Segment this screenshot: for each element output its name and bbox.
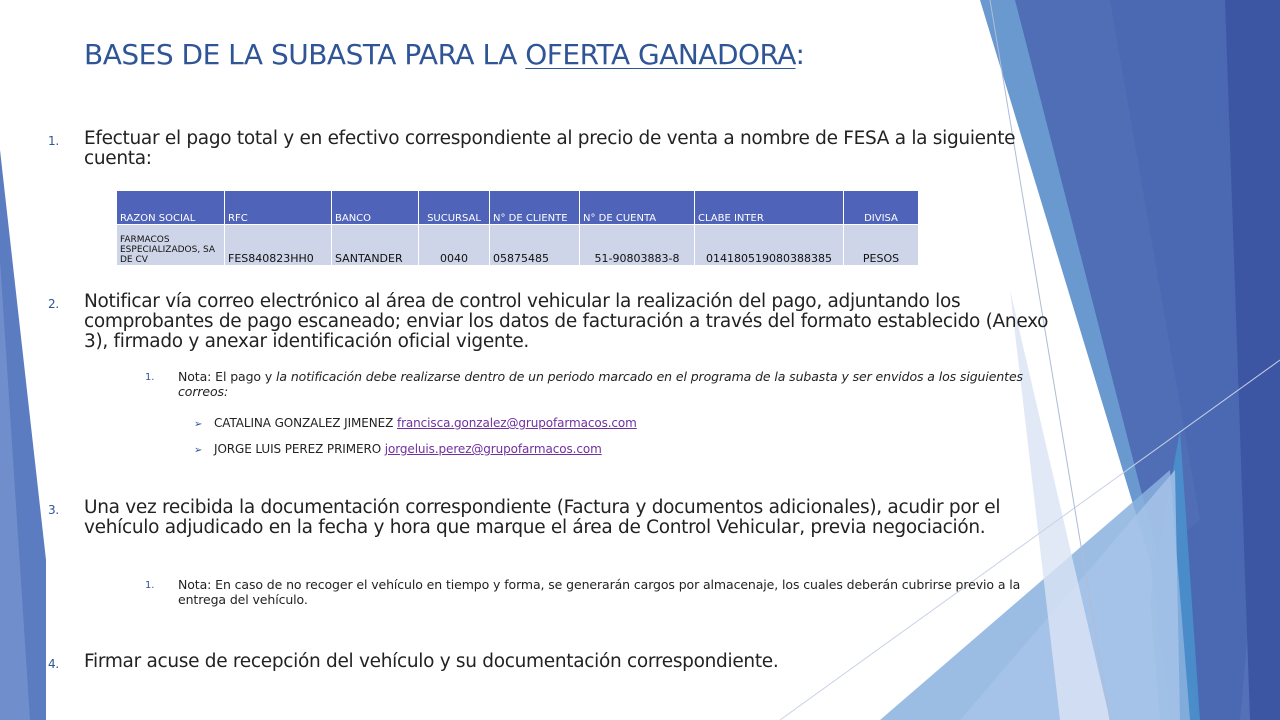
note-number: 1. [145,372,155,383]
arrow-bullet-icon: ➢ [194,445,203,456]
slide-title [84,38,804,71]
note-text: Nota: En caso de no recoger el vehículo en tiempo y forma, se generarán cargos por almacenaje, los cuales deberán cubrirse previo a la entrega del vehículo. [178,577,1021,607]
header-cell: N° DE CUENTA [580,191,695,225]
title-prefix: BASES DE LA SUBASTA PARA LA [84,38,526,71]
list-item-1 [48,129,1058,169]
table-cell: SANTANDER [332,225,419,266]
table-cell: 014180519080388385 [695,225,844,266]
header-cell: RFC [225,191,332,225]
pickup-note [145,577,1060,607]
header-cell: DIVISA [844,191,919,225]
header-cell: CLABE INTER [695,191,844,225]
header-cell: SUCURSAL [419,191,490,225]
item-number: 1. [48,134,59,148]
item-text: Efectuar el pago total y en efectivo correspondiente al precio de venta a nombre de FESA a la siguiente cuenta: [84,128,1016,169]
contact-name: JORGE LUIS PEREZ PRIMERO [214,442,382,456]
table-cell: 51-90803883-8 [580,225,695,266]
item-number: 3. [48,503,59,517]
table-cell: 05875485 [490,225,580,266]
list-item-3 [48,498,1058,538]
table-cell: 0040 [419,225,490,266]
arrow-bullet-icon: ➢ [194,419,203,430]
table-cell: PESOS [844,225,919,266]
note-number: 1. [145,580,155,591]
title-underlined: OFERTA GANADORA [525,38,796,71]
table-cell: FARMACOS ESPECIALIZADOS, SA DE CV [117,225,225,266]
header-cell: N° DE CLIENTE [490,191,580,225]
contact-email-link[interactable]: jorgeluis.perez@grupofarmacos.com [384,442,602,456]
item-text: Firmar acuse de recepción del vehículo y su documentación correspondiente. [84,651,779,672]
contact-name: CATALINA GONZALEZ JIMENEZ [214,416,394,430]
list-item-4 [48,652,1058,672]
item-text: Notificar vía correo electrónico al área de control vehicular la realización del pago, adjuntando los comprobantes de pago escaneado; enviar los datos de facturación a través del formato establecido (Anexo 3), firmado y anexar identificación oficial vigente. [84,291,1049,352]
contact-email-link[interactable]: francisca.gonzalez@grupofarmacos.com [396,416,637,430]
note-text [178,369,1060,399]
note-plain: Nota: El pago y [178,369,277,384]
contact-item-2 [194,442,602,456]
table-header-row [117,191,919,225]
header-cell: BANCO [332,191,419,225]
header-cell: RAZON SOCIAL [117,191,225,225]
item-number: 4. [48,657,59,671]
contact-item-1 [194,416,637,430]
list-item-2 [48,292,1058,352]
item-text: Una vez recibida la documentación correspondiente (Factura y documentos adicionales), acudir por el vehículo adjudicado en la fecha y hora que marque el área de Control Vehicular, previa negociación. [84,497,1001,538]
title-suffix: : [795,38,805,71]
table-row [117,225,919,266]
account-table [116,190,919,266]
item-number: 2. [48,297,59,311]
table-cell: FES840823HH0 [225,225,332,266]
payment-note [145,369,1060,399]
note-italic: la notificación debe realizarse dentro de un periodo marcado en el programa de la subasta y ser envidos a los siguientes correos: [178,369,1023,399]
